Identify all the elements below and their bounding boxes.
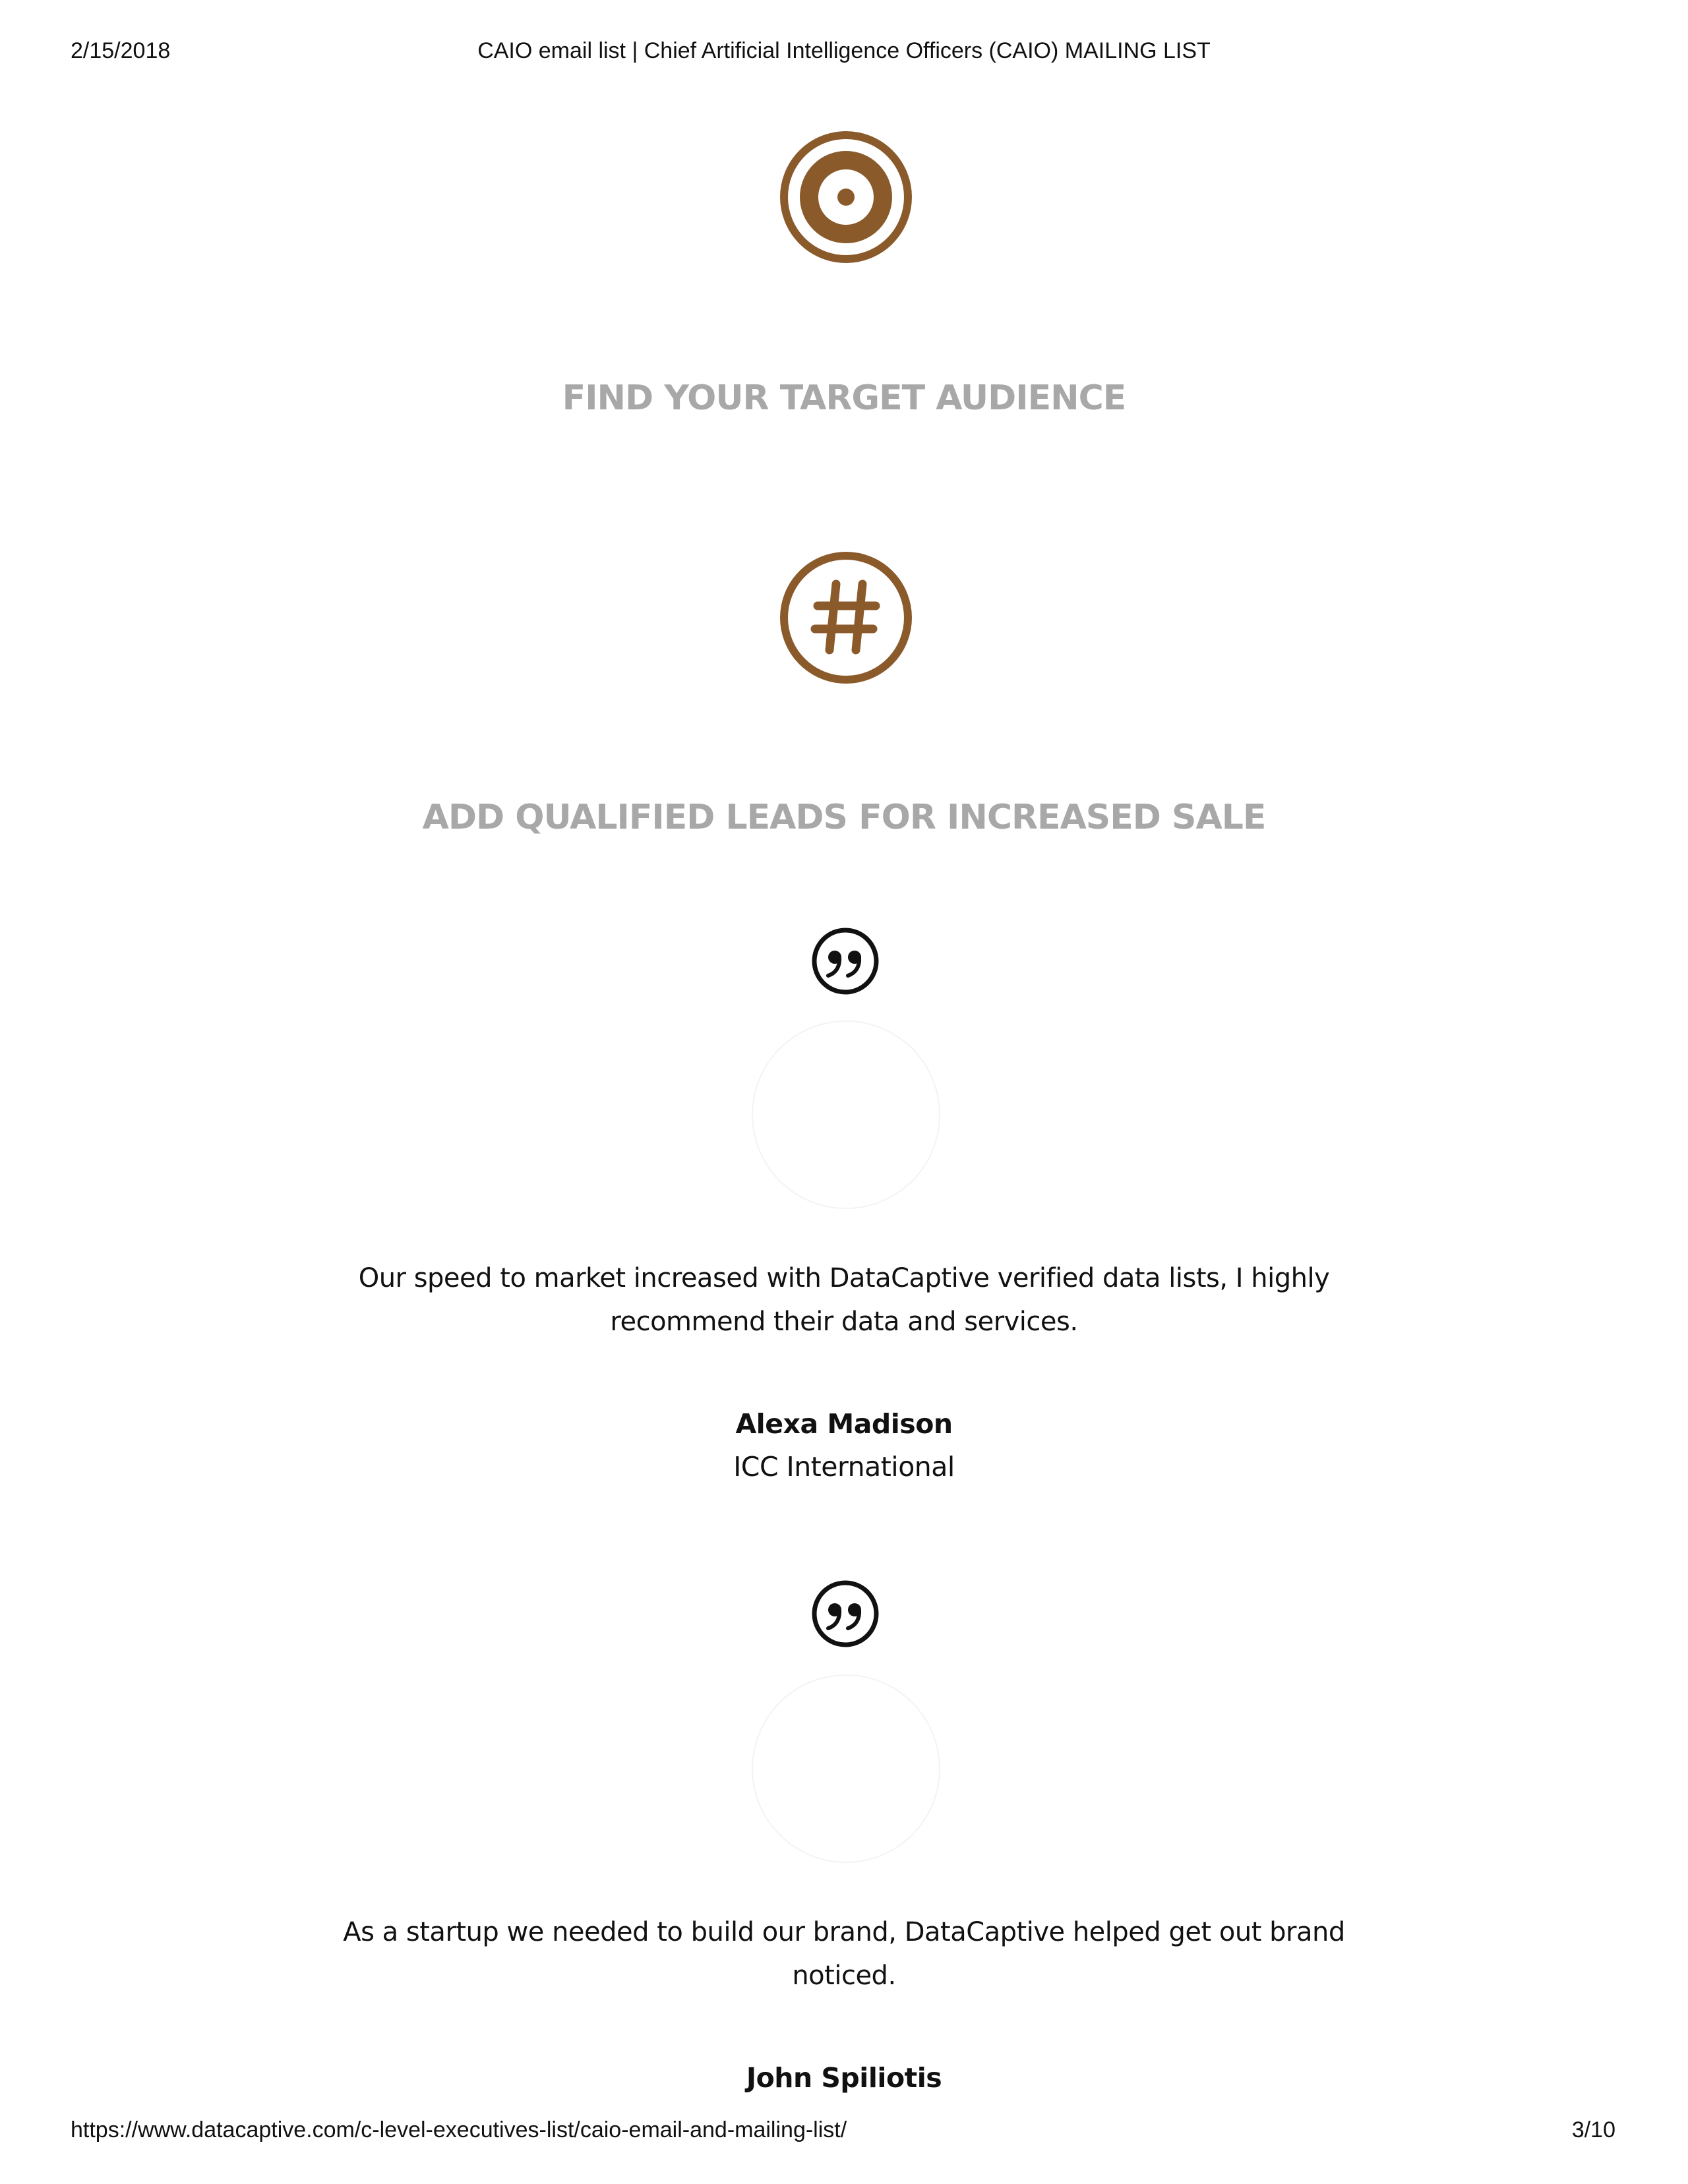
target-icon: [778, 129, 914, 265]
print-date: 2/15/2018: [71, 38, 171, 63]
avatar: [752, 1674, 940, 1863]
print-page-number: 3/10: [1571, 2117, 1615, 2142]
testimonial-quote: [316, 1910, 1372, 1997]
feature-title-target-audience: FIND YOUR TARGET AUDIENCE: [562, 378, 1126, 418]
testimonial-quote-line: noticed.: [792, 1961, 896, 1991]
feature-title-qualified-leads: ADD QUALIFIED LEADS FOR INCREASED SALE: [422, 798, 1266, 837]
quote-icon: [811, 1579, 880, 1648]
testimonial-author-name: John Spiliotis: [746, 2062, 942, 2094]
testimonial-quote-line: recommend their data and services.: [610, 1307, 1078, 1337]
avatar: [752, 1020, 940, 1209]
hashtag-icon: [778, 550, 914, 686]
testimonial-quote-line: Our speed to market increased with DataCaptive verified data lists, I highly: [358, 1263, 1330, 1293]
print-page-title: CAIO email list | Chief Artificial Intelligence Officers (CAIO) MAILING LIST: [477, 38, 1211, 63]
testimonial-author-company: ICC International: [733, 1451, 955, 1483]
quote-icon: [811, 927, 880, 995]
testimonial-author-name: Alexa Madison: [735, 1408, 953, 1440]
testimonial-quote: [316, 1256, 1372, 1343]
print-url: https://www.datacaptive.com/c-level-executives-list/caio-email-and-mailing-list/: [71, 2117, 847, 2142]
testimonial-quote-line: As a startup we needed to build our brand, DataCaptive helped get out brand: [343, 1917, 1345, 1947]
